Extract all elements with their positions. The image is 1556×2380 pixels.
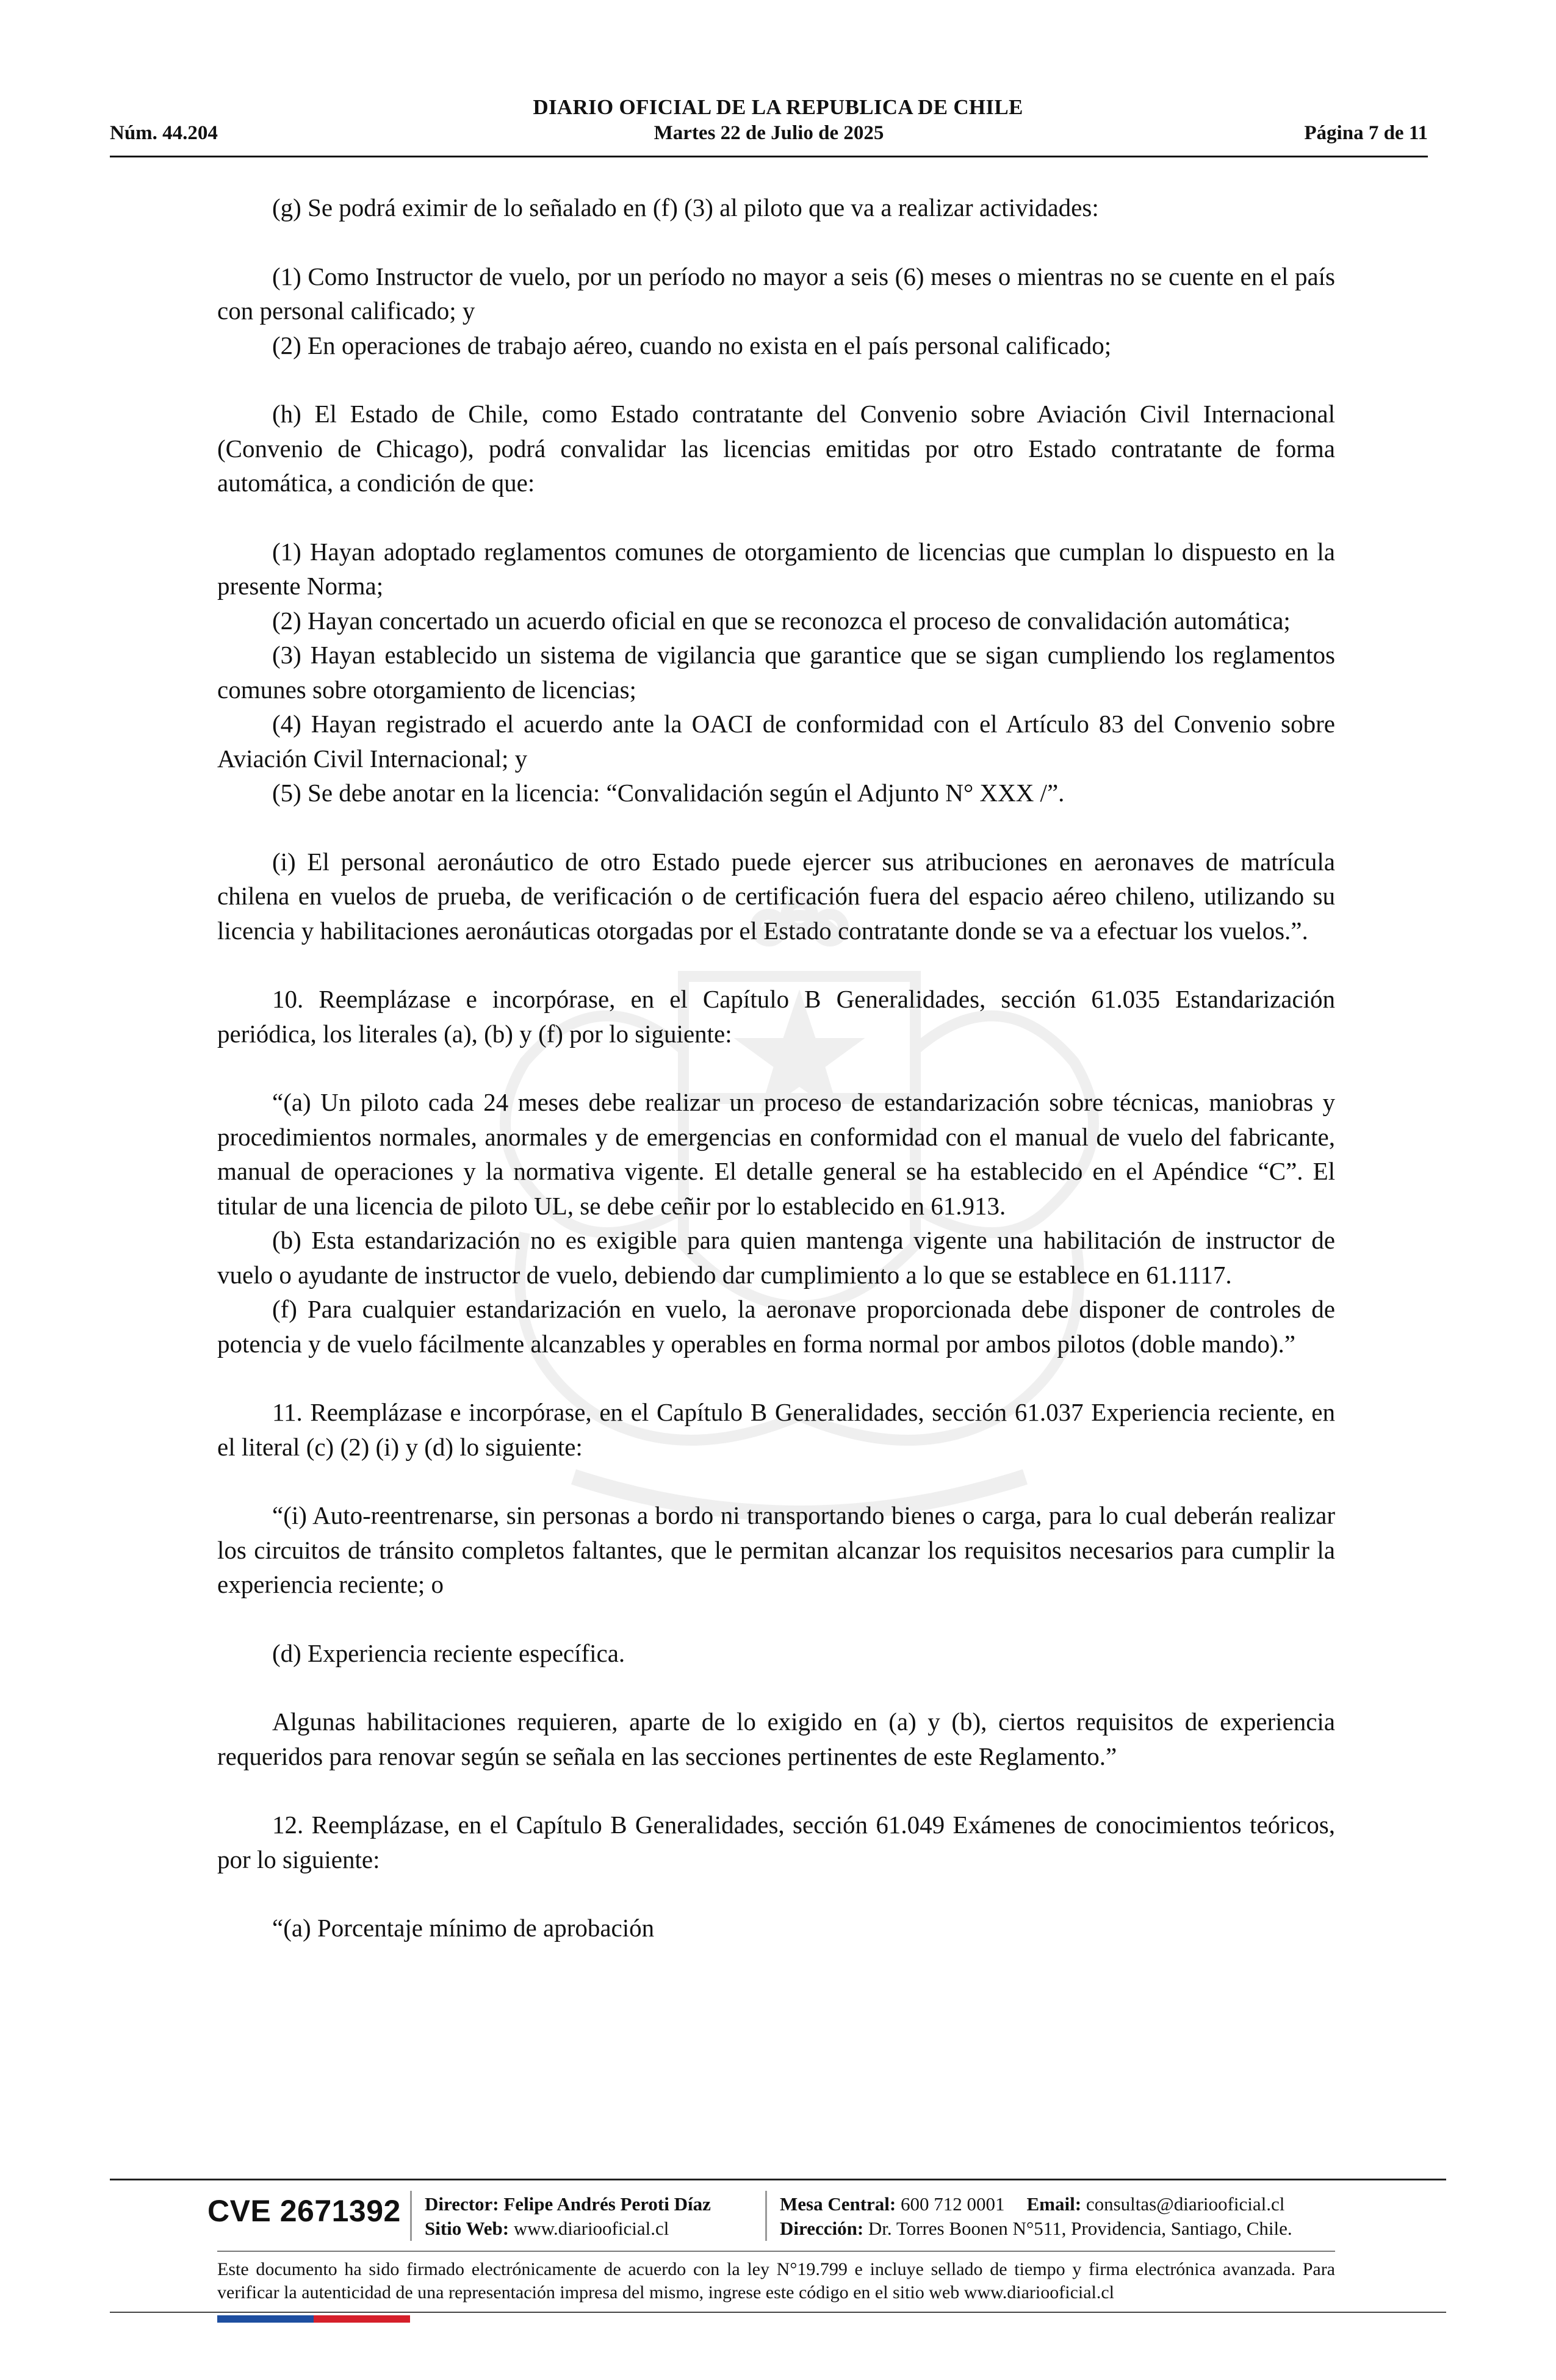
web-label: Sitio Web: <box>425 2218 510 2239</box>
footer-inner-divider <box>217 2251 1335 2252</box>
flag-band-blue <box>217 2315 314 2323</box>
section-11-intro: 11. Reemplázase e incorpórase, en el Capítulo B Generalidades, sección 61.037 Experiencia reciente, en el literal (c) (2) (i) y (d) lo siguiente: <box>217 1398 1335 1461</box>
issue-date: Martes 22 de Julio de 2025 <box>654 122 884 144</box>
mesa-label: Mesa Central: <box>780 2193 896 2215</box>
mesa-phone: 600 712 0001 <box>901 2193 1005 2215</box>
item-h-1: (1) Hayan adoptado reglamentos comunes de otorgamiento de licencias que cumplan lo dispuesto en la presente Norma; <box>217 537 1335 600</box>
footer-separator <box>765 2191 767 2241</box>
paragraph-h: (h) El Estado de Chile, como Estado contratante del Convenio sobre Aviación Civil Internacional (Convenio de Chicago), podrá convalidar las licencias emitidas por otro Estado contratante de forma automática, a condición de que: <box>217 400 1335 497</box>
section-11-d: (d) Experiencia reciente específica. <box>272 1639 625 1667</box>
item-h-4: (4) Hayan registrado el acuerdo ante la OACI de conformidad con el Artículo 83 del Convenio sobre Aviación Civil Internacional; y <box>217 710 1335 773</box>
item-h-3: (3) Hayan establecido un sistema de vigilancia que garantice que se sigan cumpliendo los reglamentos comunes sobre otorgamiento de licencias; <box>217 641 1335 704</box>
address-value: Dr. Torres Boonen N°511, Providencia, Santiago, Chile. <box>868 2218 1292 2239</box>
website-link[interactable]: www.diariooficial.cl <box>513 2218 669 2239</box>
director-label: Director: <box>425 2193 499 2215</box>
document-body <box>217 190 1335 1945</box>
director-name: Felipe Andrés Peroti Díaz <box>503 2193 711 2215</box>
address-label: Dirección: <box>780 2218 864 2239</box>
publication-title: DIARIO OFICIAL DE LA REPUBLICA DE CHILE <box>533 95 1023 119</box>
section-12-a: “(a) Porcentaje mínimo de aprobación <box>272 1914 655 1942</box>
section-10-f: (f) Para cualquier estandarización en vuelo, la aeronave proporcionada debe disponer de controles de potencia y de vuelo fácilmente alcanzables y operables en forma normal por ambos pilotos (doble mando).” <box>217 1295 1335 1358</box>
header-row <box>110 122 1428 149</box>
footer-director-block <box>425 2192 711 2241</box>
paragraph-g: (g) Se podrá eximir de lo señalado en (f) (3) al piloto que va a realizar actividades: <box>272 193 1099 222</box>
header-divider <box>110 156 1428 157</box>
section-12-intro: 12. Reemplázase, en el Capítulo B Generalidades, sección 61.049 Exámenes de conocimientos teóricos, por lo siguiente: <box>217 1811 1335 1873</box>
item-g-2: (2) En operaciones de trabajo aéreo, cuando no exista en el país personal calificado; <box>272 331 1112 359</box>
item-h-2: (2) Hayan concertado un acuerdo oficial en que se reconozca el proceso de convalidación automática; <box>272 606 1291 635</box>
section-10-a: “(a) Un piloto cada 24 meses debe realizar un proceso de estandarización sobre técnicas, maniobras y procedimientos normales, anormales y de emergencias en conformidad con el manual de vuelo del fabricante, manual de operaciones y la normativa vigente. El detalle general se ha establecido en el Apéndice “C”. El titular de una licencia de piloto UL, se debe ceñir por lo establecido en 61.913. <box>217 1088 1335 1220</box>
footer-separator <box>410 2191 412 2241</box>
footer-contact-block <box>780 2192 1292 2241</box>
issue-number: Núm. 44.204 <box>110 122 218 144</box>
paragraph-i: (i) El personal aeronáutico de otro Estado puede ejercer sus atribuciones en aeronaves de matrícula chilena en vuelos de prueba, de verificación o de certificación fuera del espacio aéreo chileno, utilizando su licencia y habilitaciones aeronáuticas otorgadas por el Estado contratante donde se va a efectuar los vuelos.”. <box>217 847 1335 945</box>
cve-code: CVE 2671392 <box>207 2194 401 2228</box>
footer-bottom-divider <box>110 2312 1446 2313</box>
item-g-1: (1) Como Instructor de vuelo, por un período no mayor a seis (6) meses o mientras no se cuente en el país con personal calificado; y <box>217 262 1335 325</box>
footer-divider <box>110 2179 1446 2180</box>
flag-band-red <box>314 2315 410 2323</box>
section-10-intro: 10. Reemplázase e incorpórase, en el Capítulo B Generalidades, sección 61.035 Estandarización periódica, los literales (a), (b) y (f) por lo siguiente: <box>217 985 1335 1048</box>
section-11-note: Algunas habilitaciones requieren, aparte de lo exigido en (a) y (b), ciertos requisitos de experiencia requeridos para renovar según se señala en las secciones pertinentes de este Reglamento.” <box>217 1707 1335 1770</box>
section-11-i: “(i) Auto-reentrenarse, sin personas a bordo ni transportando bienes o carga, para lo cual deberán realizar los circuitos de tránsito completos faltantes, que le permitan alcanzar los requisitos necesarios para cumplir la experiencia reciente; o <box>217 1501 1335 1598</box>
section-10-b: (b) Esta estandarización no es exigible para quien mantenga vigente una habilitación de instructor de vuelo o ayudante de instructor de vuelo, debiendo dar cumplimiento a lo que se establece en 61.1117. <box>217 1226 1335 1289</box>
legal-notice: Este documento ha sido firmado electrónicamente de acuerdo con la ley N°19.799 e incluye sellado de tiempo y firma electrónica avanzada. Para verificar la autenticidad de una representación impresa del mismo, ingrese este código en el sitio web www.diariooficial.cl <box>217 2259 1335 2302</box>
email-label: Email: <box>1026 2193 1082 2215</box>
item-h-5: (5) Se debe anotar en la licencia: “Convalidación según el Adjunto N° XXX /”. <box>272 779 1065 807</box>
email-link[interactable]: consultas@diariooficial.cl <box>1086 2193 1285 2215</box>
page-indicator: Página 7 de 11 <box>1304 122 1428 144</box>
